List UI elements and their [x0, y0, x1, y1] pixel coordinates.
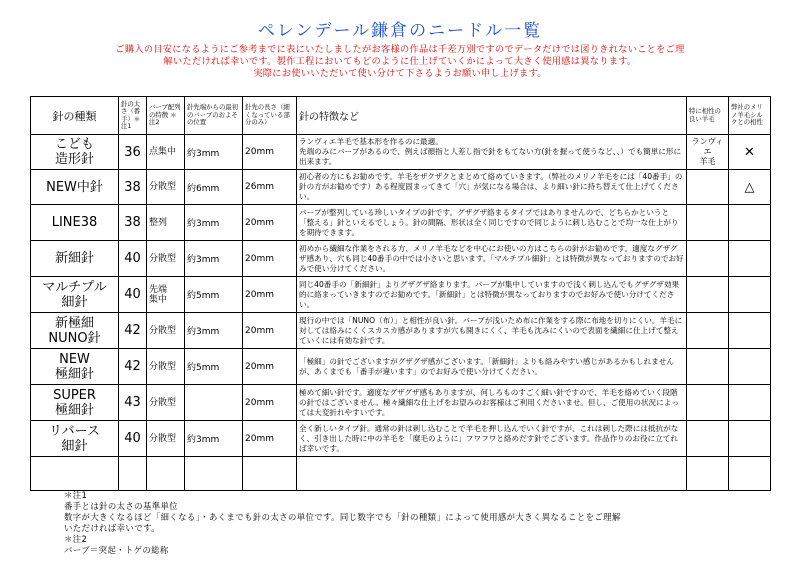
table-row: [31, 421, 771, 457]
needle-rows: [31, 135, 771, 491]
empty-cell: [729, 457, 771, 491]
tip-length: 20mm: [243, 205, 297, 241]
barb-position: 約6mm: [185, 170, 243, 205]
barb-position: 約3mm: [185, 421, 243, 457]
needle-name: 新細針: [31, 241, 119, 277]
silk-compatibility-mark: [729, 421, 771, 457]
needle-thickness: 42: [119, 349, 147, 385]
notice-line: 解いただければ幸いです。製作工程においてもどのように仕上げていくかによって大きく使用感は異なります。: [163, 56, 637, 67]
header-wool-merit: 特に相性の良い羊毛: [687, 97, 729, 135]
barb-arrangement: 分散型: [147, 421, 185, 457]
needle-thickness: 38: [119, 170, 147, 205]
needle-name: 新極細 NUNO針: [31, 313, 119, 349]
wool-compatibility: [687, 170, 729, 205]
footnote-line: いただければ幸いです。: [64, 523, 160, 533]
barb-arrangement: 分散型: [147, 241, 185, 277]
notice-line: ご購入の目安になるようにご参考までに表にいたしましたがお客様の作品は千差万別ですのでデータだけでは図りきれないことをご理: [115, 44, 685, 55]
needle-name: NEW中針: [31, 170, 119, 205]
header-features: 針の特徴など: [297, 97, 687, 135]
footnote-line: ＊注2: [64, 534, 88, 544]
silk-compatibility-mark: [729, 313, 771, 349]
table-row-empty: [31, 457, 771, 491]
table-row: [31, 313, 771, 349]
table-row: [31, 385, 771, 421]
barb-arrangement: 整列: [147, 205, 185, 241]
footnote-line: 番手とは針の太さの基準単位: [64, 501, 179, 511]
silk-compatibility-mark: [729, 277, 771, 313]
tip-length: 26mm: [243, 170, 297, 205]
needle-thickness: 42: [119, 313, 147, 349]
wool-compatibility: [687, 421, 729, 457]
empty-cell: [31, 457, 119, 491]
wool-compatibility: [687, 313, 729, 349]
needle-description: 「極細」の針でございますがグザグザ感がございます。「新細針」よりも絡みやすい感じがあるかもしれませんが、あくまでも「番手が違います」のでお好みで使い分けてください。: [297, 349, 687, 385]
needle-thickness: 43: [119, 385, 147, 421]
needle-thickness: 40: [119, 421, 147, 457]
tip-length: 20mm: [243, 421, 297, 457]
tip-length: 20mm: [243, 135, 297, 170]
wool-compatibility: [687, 205, 729, 241]
notice-line: 実際にお使いいただいて使い分けて下さるようお願い申し上げます。: [253, 68, 547, 79]
needle-description: バーブが整列している珍しいタイプの針です。グザグザ絡まるタイプではありませんので、どちらかというと「整える」針といえるでしょう。針の間隔、形状は全く同じですので同じように刺し込むことで均一な仕上がりを期待できます。: [297, 205, 687, 241]
silk-compatibility-mark: △: [729, 170, 771, 205]
barb-arrangement: 点集中: [147, 135, 185, 170]
needle-name: マルチプル 細針: [31, 277, 119, 313]
header-barb-arrangement: バーブ配列の特徴 ＊注2: [147, 97, 185, 135]
footnotes: [64, 490, 784, 556]
empty-cell: [147, 457, 185, 491]
table-row: [31, 277, 771, 313]
needle-description: 初めから繊細な作業をされる方、メリノ羊毛などを中心にお使いの方はこちらの針がお勧めです。適度なグザグザ感あり、穴も同じ40番手の中では小さいと思います。「マルチプル細針」とは特徴が異なっておりますのでお好みで使い分けてください。: [297, 241, 687, 277]
notice-text: [20, 44, 780, 80]
tip-length: 20mm: [243, 385, 297, 421]
empty-cell: [243, 457, 297, 491]
needle-description: 同じ40番手の「新細針」よりグザグザ絡まります。バーブが集中していますので浅く刺し込んでもグザグザ効果的に絡まっていきますのでお勧めです。「新細針」とは特徴が異なっておりますのでお好みで使い分けてください。: [297, 277, 687, 313]
needle-name: NEW 極細針: [31, 349, 119, 385]
header-silk-merit: 弊社のメリノ羊毛シルクとの相性: [729, 97, 771, 135]
barb-arrangement: 分散型: [147, 170, 185, 205]
header-tip-length: 針先の長さ（細くなっている部分のみ）: [243, 97, 297, 135]
needle-description: ランヴィエ羊毛で基本形を作るのに最適。 先端のみにバーブがあるので、例えば顔指と人差し指で針をもてない方(針を握って使うなど、、）でも簡単に形に出来ます。: [297, 135, 687, 170]
barb-arrangement: 分散型: [147, 349, 185, 385]
silk-compatibility-mark: [729, 205, 771, 241]
barb-arrangement: 分散型: [147, 385, 185, 421]
empty-cell: [119, 457, 147, 491]
table-row: [31, 135, 771, 170]
header-barb-position: 針先端からの最初のバーブのおよその位置: [185, 97, 243, 135]
needle-thickness: 40: [119, 277, 147, 313]
silk-compatibility-mark: ✕: [729, 135, 771, 170]
needle-table: [30, 96, 771, 491]
needle-description: 初心者の方にもお勧めです。羊毛をザクザクとまとめて絡めていきます。（弊社のメリノ羊毛をには「40番手」の針の方がお勧めです）ある程度固まってきて「穴」が気になる場合は、より細い針に持ち替えて仕上げてください。: [297, 170, 687, 205]
header-needle-type: 針の種類: [31, 97, 119, 135]
needle-name: リバース 細針: [31, 421, 119, 457]
tip-length: 20mm: [243, 349, 297, 385]
table-row: [31, 170, 771, 205]
needle-thickness: 36: [119, 135, 147, 170]
barb-position: 約5mm: [185, 277, 243, 313]
wool-compatibility: [687, 241, 729, 277]
barb-position: 約5mm: [185, 349, 243, 385]
barb-position: 約3mm: [185, 205, 243, 241]
empty-cell: [185, 457, 243, 491]
needle-name: こども 造形針: [31, 135, 119, 170]
page-title: ペレンデール鎌倉のニードル一覧: [257, 21, 543, 41]
wool-compatibility: [687, 385, 729, 421]
table-row: [31, 205, 771, 241]
footnote-line: ＊注1: [64, 490, 88, 500]
needle-description: 現行の中では「NUNO（布）」と相性が良い針。バーブが浅いため布に作業をする際に布地を切りにくい。羊毛に対しては絡みにくくスカスカ感がありますが穴も開きにくく、羊毛も沈みにくいので表面を繊細に仕上げて整えていくには有効な針です。: [297, 313, 687, 349]
barb-arrangement: 先端 集中: [147, 277, 185, 313]
barb-arrangement: 分散型: [147, 313, 185, 349]
table-row: [31, 349, 771, 385]
barb-position: 約3mm: [185, 313, 243, 349]
barb-position: [185, 385, 243, 421]
wool-compatibility: ランヴィエ 羊毛: [687, 135, 729, 170]
needle-description: 極めて細い針です。適度なグザグザ感もありますが、何しろものすごく細い針ですので、羊毛を絡めていく段階の針ではございません。極々繊細な仕上げをお望みのお客様はご利用くださいませ。但し、ご使用の状況によっては大変折れやすいです。: [297, 385, 687, 421]
table-row: [31, 241, 771, 277]
needle-name: LINE38: [31, 205, 119, 241]
silk-compatibility-mark: [729, 349, 771, 385]
needle-name: SUPER 極細針: [31, 385, 119, 421]
silk-compatibility-mark: [729, 241, 771, 277]
footnote-line: バーブ＝突起・トゲの総称: [64, 545, 169, 555]
header-thickness: 針の太さ（番手）＊注1: [119, 97, 147, 135]
barb-position: 約3mm: [185, 135, 243, 170]
tip-length: 20mm: [243, 277, 297, 313]
barb-position: 約3mm: [185, 241, 243, 277]
silk-compatibility-mark: [729, 385, 771, 421]
needle-thickness: 40: [119, 241, 147, 277]
empty-cell: [297, 457, 687, 491]
needle-description: 全く新しいタイプ針。通常の針は刺し込むことで羊毛を押し込んでいく針ですが、これは刺した際には抵抗がなく、引き出した時に中の羊毛を「糜毛のように」フワフワと絡めだす針でございます。作品作りのお役に立てれば幸いです。: [297, 421, 687, 457]
tip-length: 20mm: [243, 241, 297, 277]
wool-compatibility: [687, 277, 729, 313]
empty-cell: [687, 457, 729, 491]
footnote-line: 数字が大きくなるほど「細くなる」・あくまでも針の太さの単位です。同じ数字でも「針の種類」によって使用感が大きく異なることをご理解: [64, 512, 621, 522]
tip-length: 20mm: [243, 313, 297, 349]
wool-compatibility: [687, 349, 729, 385]
needle-thickness: 38: [119, 205, 147, 241]
